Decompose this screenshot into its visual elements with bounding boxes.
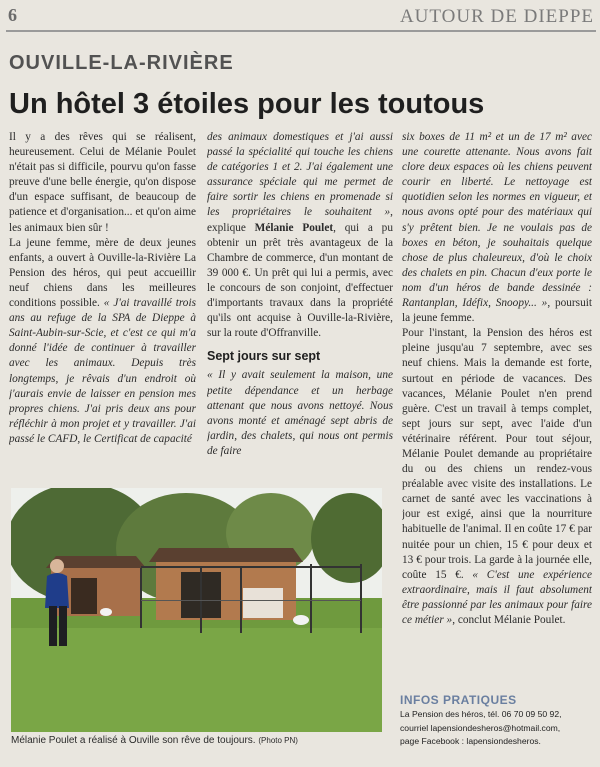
- paragraph-text: La jeune femme, mère de deux jeunes enfants, a ouvert à Ouville-la-Rivière La Pension des héros, qui peut accueillir neuf chiens dans les meilleures conditions possible.: [9, 236, 196, 310]
- paragraph-text: , conclut Mélanie Poulet.: [452, 614, 566, 626]
- paragraph-text: Pour l'instant, la Pension des héros est pleine jusqu'au 7 septembre, avec ses neuf chiens. Mais la demande est forte, surtout en période de vacances. Des vacances, Mélanie Poulet n'en prend guère. C'est un travail à temps complet, sept jours sur sept, avec l'aide d'un vétérinaire référent. Pour tout séjour, Mélanie Poulet demande au propriétaire du ou des chiens un rendez-vous préalable avec visite des installations. Le carnet de santé avec les vaccinations à jour est exigé, ainsi que la nourriture habituelle de l'animal. Il en coûte 17 € par nuitée pour un chien, 15 € pour deux et 13 € pour trois. La garde à la journée elle, coûte 15 €.: [402, 327, 592, 581]
- paragraph: Il y a des rêves qui se réalisent, heureusement. Celui de Mélanie Poulet n'était pas si difficile, pourvu qu'on fasse preuve d'une belle énergie, qu'on dispose d'un espace suffisant, de beaucoup de patience et d'organisation... et qu'on aime les animaux bien sûr !: [9, 131, 196, 234]
- header-rule: [6, 30, 596, 32]
- article-kicker: OUVILLE-LA-RIVIÈRE: [9, 52, 234, 74]
- infos-heading: INFOS PRATIQUES: [400, 693, 517, 707]
- paragraph: [207, 130, 393, 341]
- person-name: Mélanie Poulet: [254, 221, 334, 234]
- article-headline: Un hôtel 3 étoiles pour les toutous: [9, 88, 485, 120]
- paragraph-text: , poursuit la jeune femme.: [402, 297, 592, 325]
- photo-credit: (Photo PN): [258, 736, 298, 745]
- article-photo: [11, 488, 382, 732]
- paragraph: [402, 326, 592, 628]
- paragraph-text: , explique: [207, 206, 393, 234]
- page-number: 6: [8, 5, 17, 25]
- quote-text: six boxes de 11 m² et un de 17 m² avec une courette attenante. Nous avons fait clore deux espaces où les chiens peuvent courir en liberté. Le nettoyage est quotidien selon les normes en vigueur, et nous avons opté pour des matériaux qui s'y prêtent bien. Je ne voulais pas de boxes en béton, je souhaitais quelque chose de plus chaleureux, d'où le choix des chalets en pin. Chacun d'eux porte le nom d'un héros de bande dessinée : Rantanplan, Idéfix, Snoopy... »: [402, 131, 592, 310]
- paragraph-text: , qui a pu obtenir un prêt très avantageux de la Chambre de commerce, d'un montant de 39 000 €. Un prêt qui lui a permis, avec le concours de son conjoint, d'effectuer d'importants travaux dans la propriété qu'ils ont acquise à Ouville-la-Rivière, sur la route d'Offranville.: [207, 221, 393, 340]
- infos-line: courriel lapensiondesheros@hotmail.com,: [400, 722, 561, 733]
- article-column-3: [402, 130, 592, 695]
- photo-illustration: [11, 488, 382, 732]
- section-heading: AUTOUR DE DIEPPE: [399, 6, 594, 27]
- article-column-2: [207, 130, 393, 480]
- quote-text: « J'ai travaillé trois ans au refuge de la SPA de Dieppe à Saint-Aubin-sur-Scie, et c'est ce qui m'a donné l'idée de continuer à travailler avec les animaux. Depuis très longtemps, je rêvais d'un endroit où j'aurais envie de laisser en pension mes propres chiens. J'ai pris deux ans pour réfléchir à mon projet et y travailler. J'ai passé le CAFD, le Certificat de capacité: [9, 297, 196, 445]
- quote-text: des animaux domestiques et j'ai aussi passé la spécialité qui touche les chiens de catégories 1 et 2. J'ai également une assurance spéciale qui me permet de faire sortir les chiens en promenade si les propriétaires le souhaitent »: [207, 131, 393, 219]
- infos-box: [400, 708, 596, 749]
- quote-text: « Il y avait seulement la maison, une petite dépendance et un herbage attenant que nous avons nettoyé. Nous avons monté et aménagé sept abris de jardin, des chalets, qui nous ont permis de faire: [207, 369, 393, 457]
- paragraph: [207, 368, 393, 459]
- subheading: Sept jours sur sept: [207, 349, 321, 364]
- infos-line: La Pension des héros, tél. 06 70 09 50 92,: [400, 709, 562, 719]
- infos-line: page Facebook : lapensiondesheros.: [400, 736, 541, 746]
- paragraph: [402, 130, 592, 326]
- quote-text: « C'est une expérience extraordinaire, mais il faut absolument être passionné par les animaux pour faire ce métier »: [402, 568, 592, 626]
- photo-caption: [11, 735, 298, 746]
- article-column-1: [9, 130, 196, 480]
- paragraph: [9, 236, 196, 447]
- caption-text: Mélanie Poulet a réalisé à Ouville son rêve de toujours.: [11, 735, 256, 746]
- page-header: [0, 0, 600, 30]
